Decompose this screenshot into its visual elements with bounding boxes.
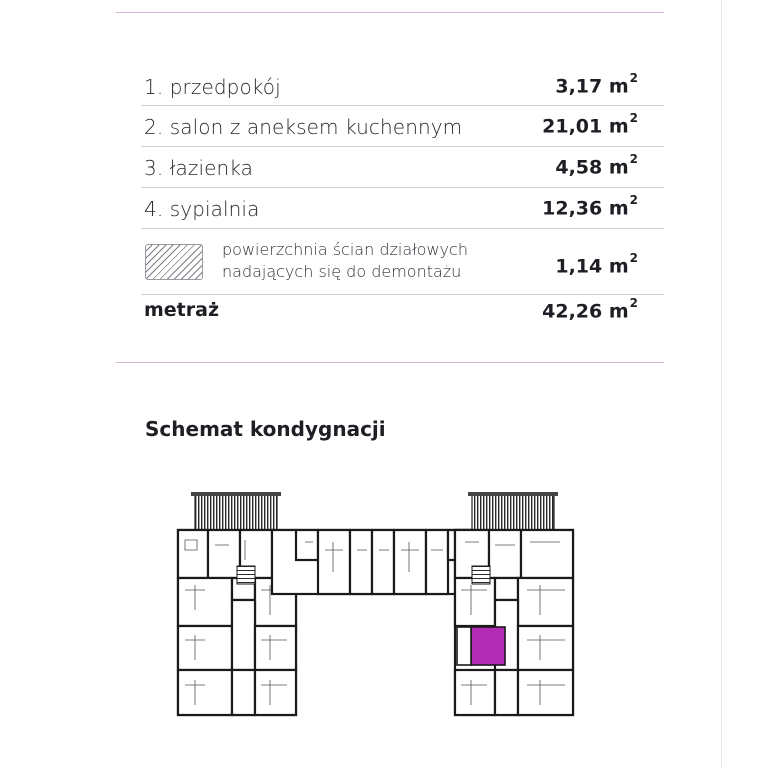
section-heading: Schemat kondygnacji — [145, 417, 386, 441]
room-label: 2. salon z aneksem kuchennym — [144, 115, 463, 139]
room-area: 3,17 $m^2$ — [555, 71, 638, 98]
walls-area-row — [116, 248, 664, 288]
roof-grate-right — [468, 492, 558, 531]
room-label: 3. łazienka — [144, 156, 254, 180]
room-area: 12,36 $m^2$ — [542, 193, 638, 220]
page-edge-line — [721, 0, 722, 768]
highlighted-apartment — [471, 627, 505, 665]
total-area: 42,26 $m^2$ — [542, 296, 638, 323]
room-row-2 — [116, 108, 664, 148]
row-separator — [141, 187, 664, 188]
walls-note-line2: nadających się do demontażu — [222, 262, 462, 281]
room-row-3 — [116, 149, 664, 189]
stairs-right — [472, 566, 490, 584]
walls-area: 1,14 $m^2$ — [555, 251, 638, 278]
walls-note-line1: powierzchnia ścian działowych — [222, 240, 468, 259]
room-area: 21,01 $m^2$ — [542, 111, 638, 138]
room-label: 4. sypialnia — [144, 197, 260, 221]
room-row-1 — [116, 68, 664, 108]
row-separator — [141, 105, 664, 106]
central-block — [272, 530, 472, 594]
stairs-left — [237, 566, 255, 584]
room-row-4 — [116, 190, 664, 230]
section-divider — [116, 362, 664, 363]
room-label: 1. przedpokój — [144, 75, 281, 99]
total-label: metraż — [144, 299, 220, 321]
room-area: 4,58 $m^2$ — [555, 152, 638, 179]
top-divider — [116, 12, 664, 13]
roof-grate-left — [191, 492, 281, 531]
floor-plan-diagram — [165, 490, 585, 720]
total-row — [116, 293, 664, 333]
highlighted-apartment-entry — [457, 627, 471, 665]
row-separator — [141, 146, 664, 147]
right-wing — [455, 530, 573, 715]
row-separator — [141, 228, 664, 229]
